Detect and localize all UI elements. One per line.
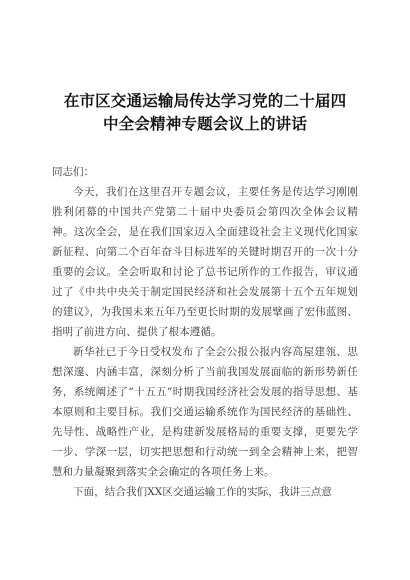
paragraph-2: 新华社已于今日受权发布了全会公报公报内容高屋建瓴、思想深邃、内涵丰富，深刻分析了当前我国发展面临的新形势新任务，系统阐述了“十五五”时期我国经济社会发展的指导思想、基本原则和主要目标。我们交通运输系统作为国民经济的基础性、先导性、战略性产业，是构建新发展格局的重要支撑，更要先学一步、学深一层，切实把思想和行动统一到全会精神上来，把智慧和力量凝聚到落实全会确定的各项任务上来。 xyxy=(52,346,358,478)
paragraph-1: 今天，我们在这里召开专题会议，主要任务是传达学习刚刚胜利闭幕的中国共产党第二十届中央委员会第四次全体会议精神。这次全会，是在我们国家迈入全面建设社会主义现代化国家新征程、向第二个百年奋斗目标进军的关键时期召开的一次十分重要的会议。全会听取和讨论了总书记所作的工作报告，审议通过了《中共中央关于制定国民经济和社会发展第十五个五年规划的建议》，为我国未来五年乃至更长时期的发展擘画了宏伟蓝图、指明了前进方向、提供了根本遵循。 xyxy=(52,186,358,338)
paragraph-3: 下面，结合我们XX区交通运输工作的实际，我讲三点意 xyxy=(73,486,332,498)
title-line-2: 中全会精神专题会议上的讲话 xyxy=(102,115,308,133)
title-line-1: 在市区交通运输局传达学习党的二十届四 xyxy=(63,92,347,110)
document-title xyxy=(52,0,358,136)
salutation: 同志们： xyxy=(52,166,94,178)
